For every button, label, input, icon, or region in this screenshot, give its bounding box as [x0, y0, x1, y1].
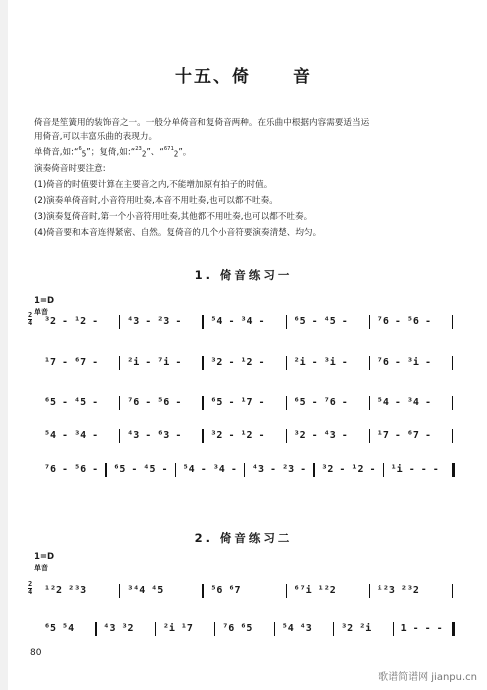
measure-notes: ⁵4 - ³4 -: [210, 316, 265, 327]
measure-notes: ⁴3 ³2: [103, 623, 134, 634]
staff-row: [28, 580, 462, 599]
barline: [452, 429, 453, 443]
barline: [369, 429, 370, 443]
measure-notes: ⁷6 ⁶5: [222, 623, 253, 634]
barline: [119, 356, 120, 370]
barline: [119, 396, 120, 410]
intro-line-3: 单倚音,如:“$^6$5”；复倚,如:“$^{23}$2”、“$^{671}$2”。: [34, 145, 464, 162]
measure-notes: ³2 - ¹2 -: [210, 357, 265, 368]
measure-notes: ¹i - - -: [390, 464, 439, 475]
barline: [286, 584, 287, 598]
barline: [333, 622, 334, 636]
barline: [286, 356, 287, 370]
staff-row: [30, 462, 462, 478]
barline: [393, 622, 394, 636]
measure-notes: ⁶5 - ¹7 -: [210, 397, 265, 408]
barline: [244, 463, 245, 477]
measure-notes: ³2 - ¹2 -: [321, 464, 376, 475]
measure-notes: ⁵4 ⁴3: [281, 623, 312, 634]
staff-row: [30, 355, 462, 371]
title-main: 十五、倚: [175, 67, 251, 87]
intro-line-5: (1)倚音的时值要计算在主要音之内,不能增加原有拍子的时值。: [34, 180, 273, 190]
exercise2-style: 单音: [34, 564, 48, 572]
barline: [452, 584, 453, 598]
barline: [175, 463, 176, 477]
barline: [274, 622, 275, 636]
barline: [313, 463, 314, 477]
measure-notes: ³2 - ⁴3 -: [293, 430, 348, 441]
measure-notes: ⁵4 - ³4 -: [44, 430, 99, 441]
measure-notes: ⁶5 ⁵4: [44, 623, 75, 634]
measure-notes: ⁵4 - ³4 -: [182, 464, 237, 475]
barline: [452, 356, 453, 370]
measure-notes: ⁶⁷i ¹²2: [293, 585, 336, 596]
measure-notes: ⁷6 - ³i -: [376, 357, 431, 368]
page-title: [0, 62, 487, 87]
barline: [369, 315, 370, 329]
measure-notes: ⁶5 - ⁴5 -: [113, 464, 168, 475]
measure-notes: ⁶5 - ⁴5 -: [44, 397, 99, 408]
measure-notes: ¹7 - ⁶7 -: [44, 357, 99, 368]
barline: [119, 429, 120, 443]
measure-notes: ¹²2 ²³3: [44, 585, 87, 596]
barline: [202, 584, 203, 598]
barline: [383, 463, 384, 477]
time-signature: 2 4: [28, 311, 33, 327]
barline: [105, 463, 106, 477]
intro-line-8: (4)倚音要和本音连得紧密、自然。复倚音的几个小音符要演奏清楚、均匀。: [34, 228, 322, 238]
barline: [286, 396, 287, 410]
barline: [214, 622, 215, 636]
measure-notes: ⁴3 - ²3 -: [252, 464, 307, 475]
measure-notes: ³⁴4 ⁴5: [127, 585, 164, 596]
intro-line-4: 演奏倚音时要注意:: [34, 164, 106, 174]
barline: [369, 396, 370, 410]
staff-row: [30, 428, 462, 444]
barline: [452, 463, 455, 477]
intro-line-1: 倚音是笙簧用的装饰音之一。一般分单倚音和复倚音两种。在乐曲中根据内容需要适当运: [34, 118, 370, 128]
exercise1-title: 1. 倚音练习一: [194, 268, 293, 282]
grace-example-double-1: $^{23}$2: [135, 146, 147, 159]
intro-line-7: (3)演奏复倚音时,第一个小音符用吐奏,其他都不用吐奏,也可以都不吐奏。: [34, 212, 313, 222]
measure-notes: ²i ¹7: [162, 623, 193, 634]
barline: [202, 396, 203, 410]
barline: [286, 429, 287, 443]
measure-notes: ⁴3 - ²3 -: [127, 316, 182, 327]
intro-line-6: (2)演奏单倚音时,小音符用吐奏,本音不用吐奏,也可以都不吐奏。: [34, 196, 278, 206]
barline: [452, 396, 453, 410]
barline: [369, 584, 370, 598]
barline: [155, 622, 156, 636]
measure-notes: ⁶5 - ⁴5 -: [293, 316, 348, 327]
barline: [95, 622, 96, 636]
page-number: 80: [30, 648, 42, 658]
barline: [202, 356, 203, 370]
time-signature: 2 4: [28, 580, 33, 596]
page-edge: [0, 0, 8, 690]
measure-notes: ⁷6 - ⁵6 -: [376, 316, 431, 327]
measure-notes: ⁶5 - ⁷6 -: [293, 397, 348, 408]
barline: [119, 315, 120, 329]
measure-notes: ²i - ⁷i -: [127, 357, 182, 368]
measure-notes: ⁵6 ⁶7: [210, 585, 241, 596]
measure-notes: ³2 - ¹2 -: [44, 316, 99, 327]
grace-example-double-2: $^{671}$2: [163, 146, 179, 159]
measure-notes: ¹7 - ⁶7 -: [376, 430, 431, 441]
intro-line-2: 用倚音,可以丰富乐曲的表现力。: [34, 132, 158, 142]
measure-notes: ²i - ³i -: [293, 357, 348, 368]
measure-notes: ⁵4 - ³4 -: [376, 397, 431, 408]
exercise1-key: 1=D: [34, 296, 55, 306]
exercise1-style: 单音: [34, 308, 48, 316]
barline: [202, 315, 203, 329]
barline: [286, 315, 287, 329]
barline: [369, 356, 370, 370]
measure-notes: ⁷6 - ⁵6 -: [44, 464, 99, 475]
staff-row: [30, 395, 462, 411]
measure-notes: ⁴3 - ⁶3 -: [127, 430, 182, 441]
measure-notes: ⁱ²3 ²³2: [376, 585, 419, 596]
measure-notes: ³2 - ¹2 -: [210, 430, 265, 441]
grace-example-single: $^6$5: [78, 146, 87, 159]
barline: [202, 429, 203, 443]
site-watermark: 歌谱简谱网 jianpu.cn: [378, 672, 477, 683]
title-last: 音: [293, 67, 312, 87]
measure-notes: ⁷6 - ⁵6 -: [127, 397, 182, 408]
measure-notes: 1 - - -: [400, 623, 443, 634]
measure-notes: ³2 ²i: [341, 623, 372, 634]
barline: [452, 315, 453, 329]
barline: [452, 622, 455, 636]
exercise2-key: 1=D: [34, 552, 55, 562]
barline: [119, 584, 120, 598]
exercise2-title: 2. 倚音练习二: [194, 531, 293, 545]
staff-row: [30, 621, 462, 637]
